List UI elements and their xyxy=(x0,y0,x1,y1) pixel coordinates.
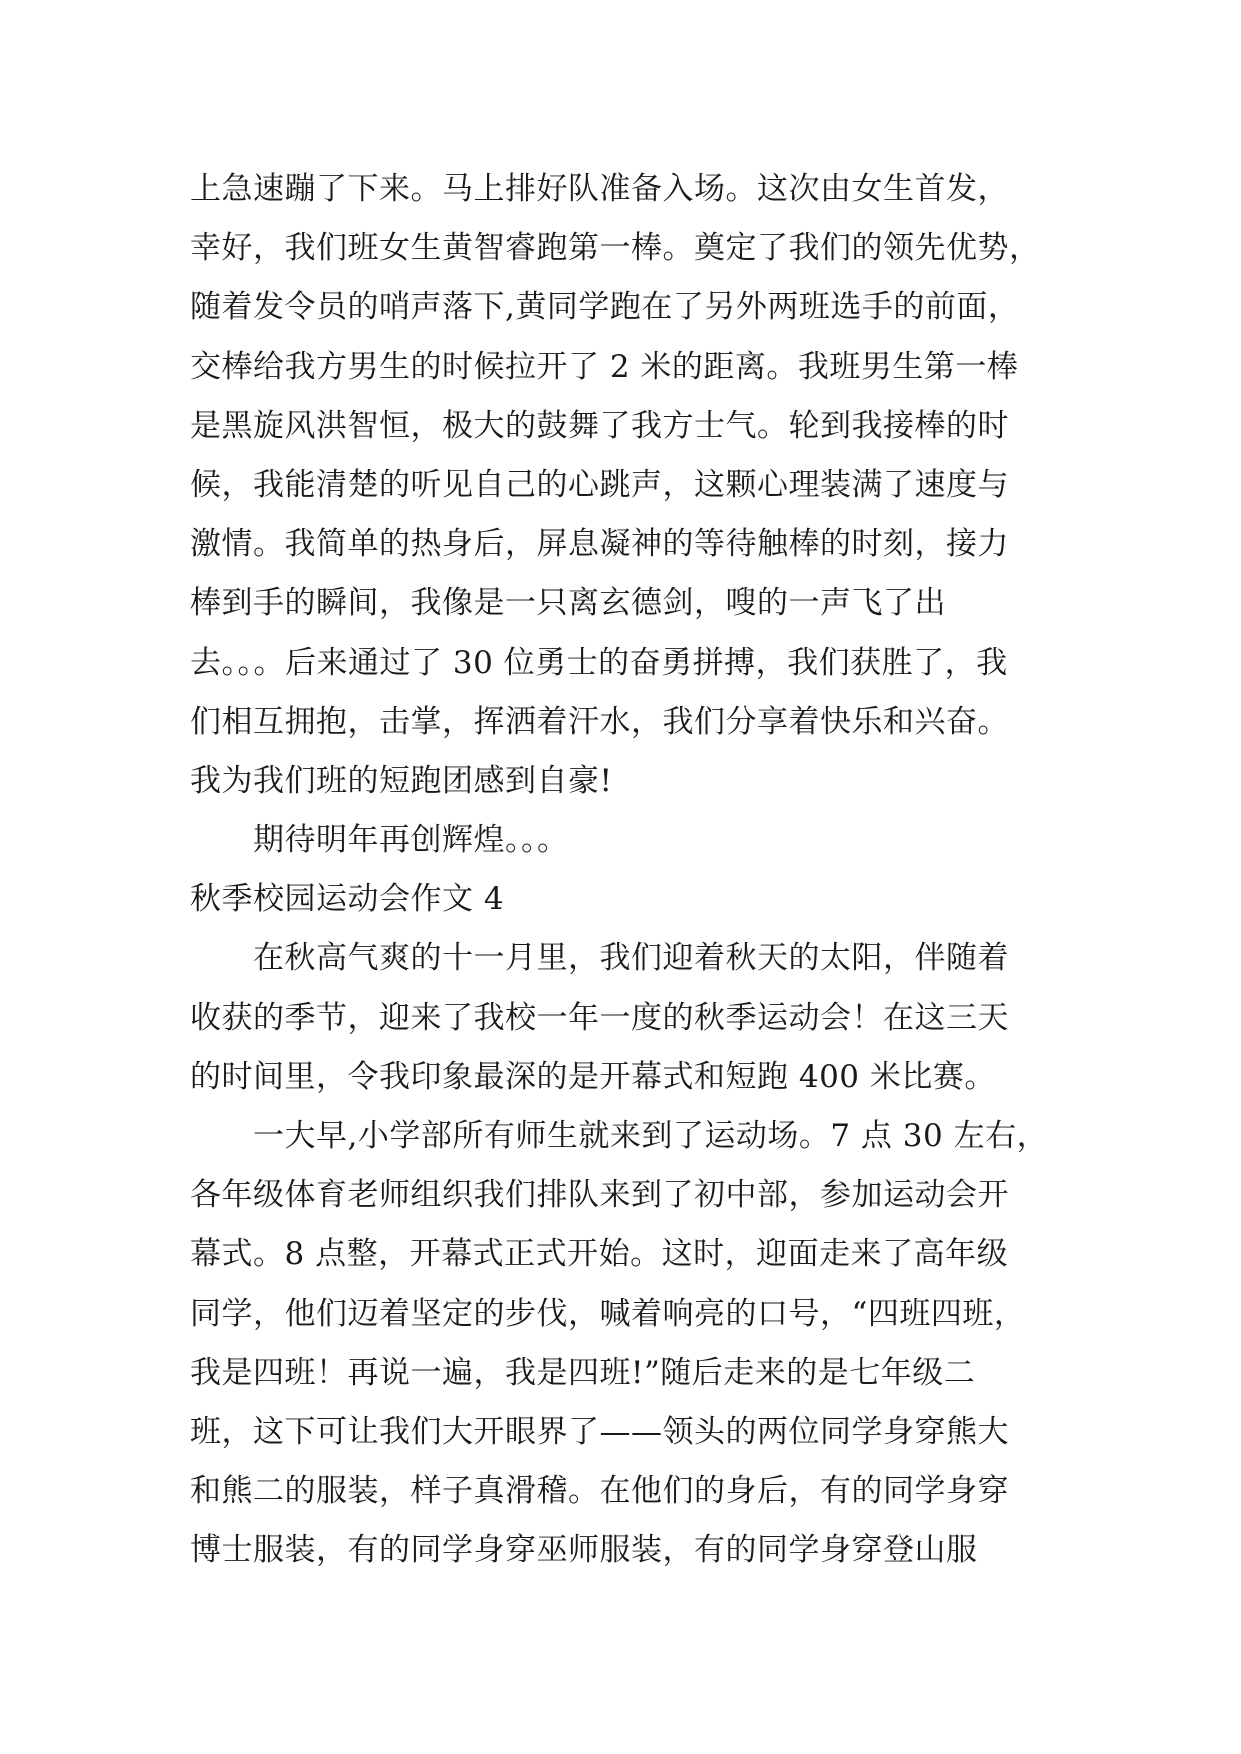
text-line: 随着发令员的哨声落下,黄同学跑在了另外两班选手的前面， xyxy=(190,289,1020,326)
text-line: 幕式。8 点整，开幕式正式开始。这时，迎面走来了高年级 xyxy=(190,1236,1009,1273)
text-line: 去。。。后来通过了 30 位勇士的奋勇拼搏，我们获胜了，我 xyxy=(190,644,1008,681)
text-line: 激情。我简单的热身后，屏息凝神的等待触棒的时刻，接力 xyxy=(190,526,1009,563)
section-heading: 秋季校园运动会作文 4 xyxy=(190,881,505,918)
text-line: 在秋高气爽的十一月里，我们迎着秋天的太阳，伴随着 xyxy=(253,940,1009,977)
text-line: 的时间里，令我印象最深的是开幕式和短跑 400 米比赛。 xyxy=(190,1058,996,1095)
text-line: 交棒给我方男生的时候拉开了 2 米的距离。我班男生第一棒 xyxy=(190,348,1019,385)
text-line: 期待明年再创辉煌。。。 xyxy=(253,822,569,859)
text-line: 各年级体育老师组织我们排队来到了初中部，参加运动会开 xyxy=(190,1177,1009,1214)
essay-text xyxy=(190,160,1090,1581)
text-line: 候，我能清楚的听见自己的心跳声，这颗心理装满了速度与 xyxy=(190,466,1009,503)
text-line: 上急速蹦了下来。马上排好队准备入场。这次由女生首发， xyxy=(190,171,1009,207)
text-line: 我是四班！再说一遍，我是四班!”随后走来的是七年级二 xyxy=(190,1354,976,1391)
text-line: 幸好，我们班女生黄智睿跑第一棒。奠定了我们的领先优势， xyxy=(190,230,1041,267)
text-line: 们相互拥抱，击掌，挥洒着汗水，我们分享着快乐和兴奋。 xyxy=(190,703,1009,740)
text-line: 是黑旋风洪智恒，极大的鼓舞了我方士气。轮到我接棒的时 xyxy=(190,407,1009,444)
text-line: 和熊二的服装，样子真滑稽。在他们的身后，有的同学身穿 xyxy=(190,1473,1009,1510)
text-line: 一大早,小学部所有师生就来到了运动场。7 点 30 左右， xyxy=(253,1118,1049,1154)
text-line: 同学，他们迈着坚定的步伐，喊着响亮的口号，“四班四班， xyxy=(190,1295,1026,1332)
text-line: 班，这下可让我们大开眼界了——领头的两位同学身穿熊大 xyxy=(190,1413,1009,1450)
text-line: 棒到手的瞬间，我像是一只离玄德剑，嗖的一声飞了出 xyxy=(190,585,946,622)
text-line: 我为我们班的短跑团感到自豪! xyxy=(190,762,613,799)
text-line: 收获的季节，迎来了我校一年一度的秋季运动会！在这三天 xyxy=(190,999,1009,1036)
text-line: 博士服装，有的同学身穿巫师服装，有的同学身穿登山服 xyxy=(190,1532,978,1569)
